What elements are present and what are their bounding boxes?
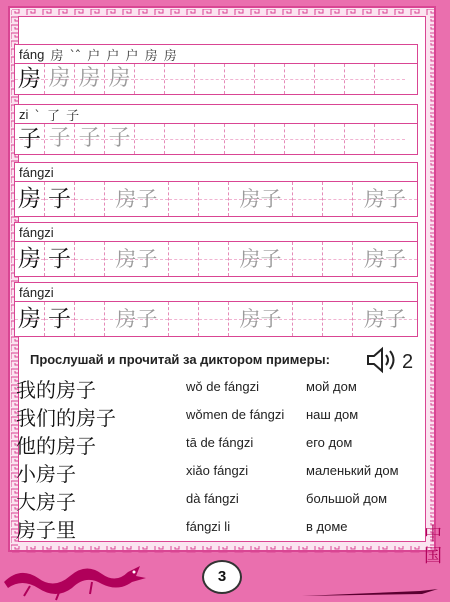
example-russian: наш дом <box>306 407 359 422</box>
model-char: 房 <box>15 64 45 94</box>
pinyin-label: fángzi <box>19 164 54 180</box>
model-char: 子 <box>15 124 45 154</box>
model-char: 房 <box>15 242 45 276</box>
model-char: 子 <box>45 242 75 276</box>
track-number: 2 <box>402 351 414 373</box>
trace-char: 房 <box>75 64 105 94</box>
pinyin-label: fángzi <box>19 284 54 300</box>
example-row <box>16 458 416 486</box>
listen-instruction: Прослушай и прочитай за диктором примеры: <box>30 352 330 367</box>
trace-word: 房子 <box>353 302 417 336</box>
example-hanzi: 他的房子 <box>16 434 96 458</box>
empty-cell[interactable] <box>285 64 315 94</box>
empty-cell[interactable] <box>75 242 105 276</box>
trace-word: 房子 <box>105 302 169 336</box>
empty-cell[interactable] <box>345 64 375 94</box>
example-russian: мой дом <box>306 379 357 394</box>
empty-cell[interactable] <box>199 302 229 336</box>
empty-cell[interactable] <box>375 64 405 94</box>
speaker-icon[interactable] <box>364 345 424 375</box>
trace-char: 子 <box>105 124 135 154</box>
pinyin-label: fángzi <box>19 224 54 240</box>
empty-cell[interactable] <box>293 182 323 216</box>
pinyin-label: zi <box>19 106 29 122</box>
example-hanzi: 小房子 <box>16 462 76 486</box>
empty-cell[interactable] <box>255 124 285 154</box>
empty-cell[interactable] <box>169 302 199 336</box>
model-char: 房 <box>15 302 45 336</box>
empty-cell[interactable] <box>285 124 315 154</box>
empty-cell[interactable] <box>165 124 195 154</box>
example-hanzi: 我的房子 <box>16 378 96 402</box>
example-pinyin: wǒ de fángzi <box>186 379 259 394</box>
brush-icon <box>300 588 440 598</box>
empty-cell[interactable] <box>293 242 323 276</box>
example-russian: его дом <box>306 435 353 450</box>
empty-cell[interactable] <box>225 64 255 94</box>
empty-cell[interactable] <box>135 64 165 94</box>
empty-cell[interactable] <box>315 64 345 94</box>
example-row <box>16 430 416 458</box>
model-char: 子 <box>45 302 75 336</box>
empty-cell[interactable] <box>199 182 229 216</box>
trace-word: 房子 <box>353 182 417 216</box>
page-number: 3 <box>202 560 242 594</box>
empty-cell[interactable] <box>199 242 229 276</box>
example-row <box>16 374 416 402</box>
example-hanzi: 房子里 <box>16 518 76 542</box>
model-char: 房 <box>15 182 45 216</box>
trace-char: 房 <box>105 64 135 94</box>
empty-cell[interactable] <box>195 124 225 154</box>
trace-word: 房子 <box>229 182 293 216</box>
empty-cell[interactable] <box>169 182 199 216</box>
model-char: 子 <box>45 182 75 216</box>
empty-cell[interactable] <box>323 182 353 216</box>
trace-char: 房 <box>45 64 75 94</box>
stroke-order: 房 ` ̂ 户 户 户 房 房 <box>50 48 178 64</box>
trace-char: 子 <box>75 124 105 154</box>
example-row <box>16 514 416 542</box>
empty-cell[interactable] <box>255 64 285 94</box>
empty-cell[interactable] <box>293 302 323 336</box>
empty-cell[interactable] <box>375 124 405 154</box>
trace-word: 房子 <box>105 182 169 216</box>
practice-row-fang <box>14 44 418 95</box>
empty-cell[interactable] <box>165 64 195 94</box>
example-hanzi: 我们的房子 <box>16 406 116 430</box>
practice-row-fangzi-1 <box>14 162 418 217</box>
stroke-order: ` 了 子 <box>34 108 81 124</box>
pinyin-label: fáng <box>19 46 45 62</box>
dragon-icon <box>0 548 150 602</box>
example-russian: в доме <box>306 519 348 534</box>
example-russian: большой дом <box>306 491 388 506</box>
example-pinyin: wǒmen de fángzi <box>186 407 285 422</box>
trace-word: 房子 <box>229 302 293 336</box>
example-row <box>16 402 416 430</box>
empty-cell[interactable] <box>323 302 353 336</box>
example-pinyin: tā de fángzi <box>186 435 254 450</box>
example-row <box>16 486 416 514</box>
corner-title: 中 国 <box>424 524 442 567</box>
practice-row-fangzi-2 <box>14 222 418 277</box>
example-pinyin: fángzi li <box>186 519 231 534</box>
example-hanzi: 大房子 <box>16 490 76 514</box>
empty-cell[interactable] <box>195 64 225 94</box>
empty-cell[interactable] <box>323 242 353 276</box>
empty-cell[interactable] <box>345 124 375 154</box>
empty-cell[interactable] <box>169 242 199 276</box>
trace-word: 房子 <box>229 242 293 276</box>
practice-row-fangzi-3 <box>14 282 418 337</box>
example-pinyin: dà fángzi <box>186 491 239 506</box>
empty-cell[interactable] <box>135 124 165 154</box>
empty-cell[interactable] <box>315 124 345 154</box>
practice-row-zi <box>14 104 418 155</box>
trace-word: 房子 <box>353 242 417 276</box>
empty-cell[interactable] <box>75 182 105 216</box>
trace-char: 子 <box>45 124 75 154</box>
empty-cell[interactable] <box>225 124 255 154</box>
empty-cell[interactable] <box>75 302 105 336</box>
example-pinyin: xiǎo fángzi <box>186 463 249 478</box>
example-russian: маленький дом <box>306 463 399 478</box>
trace-word: 房子 <box>105 242 169 276</box>
